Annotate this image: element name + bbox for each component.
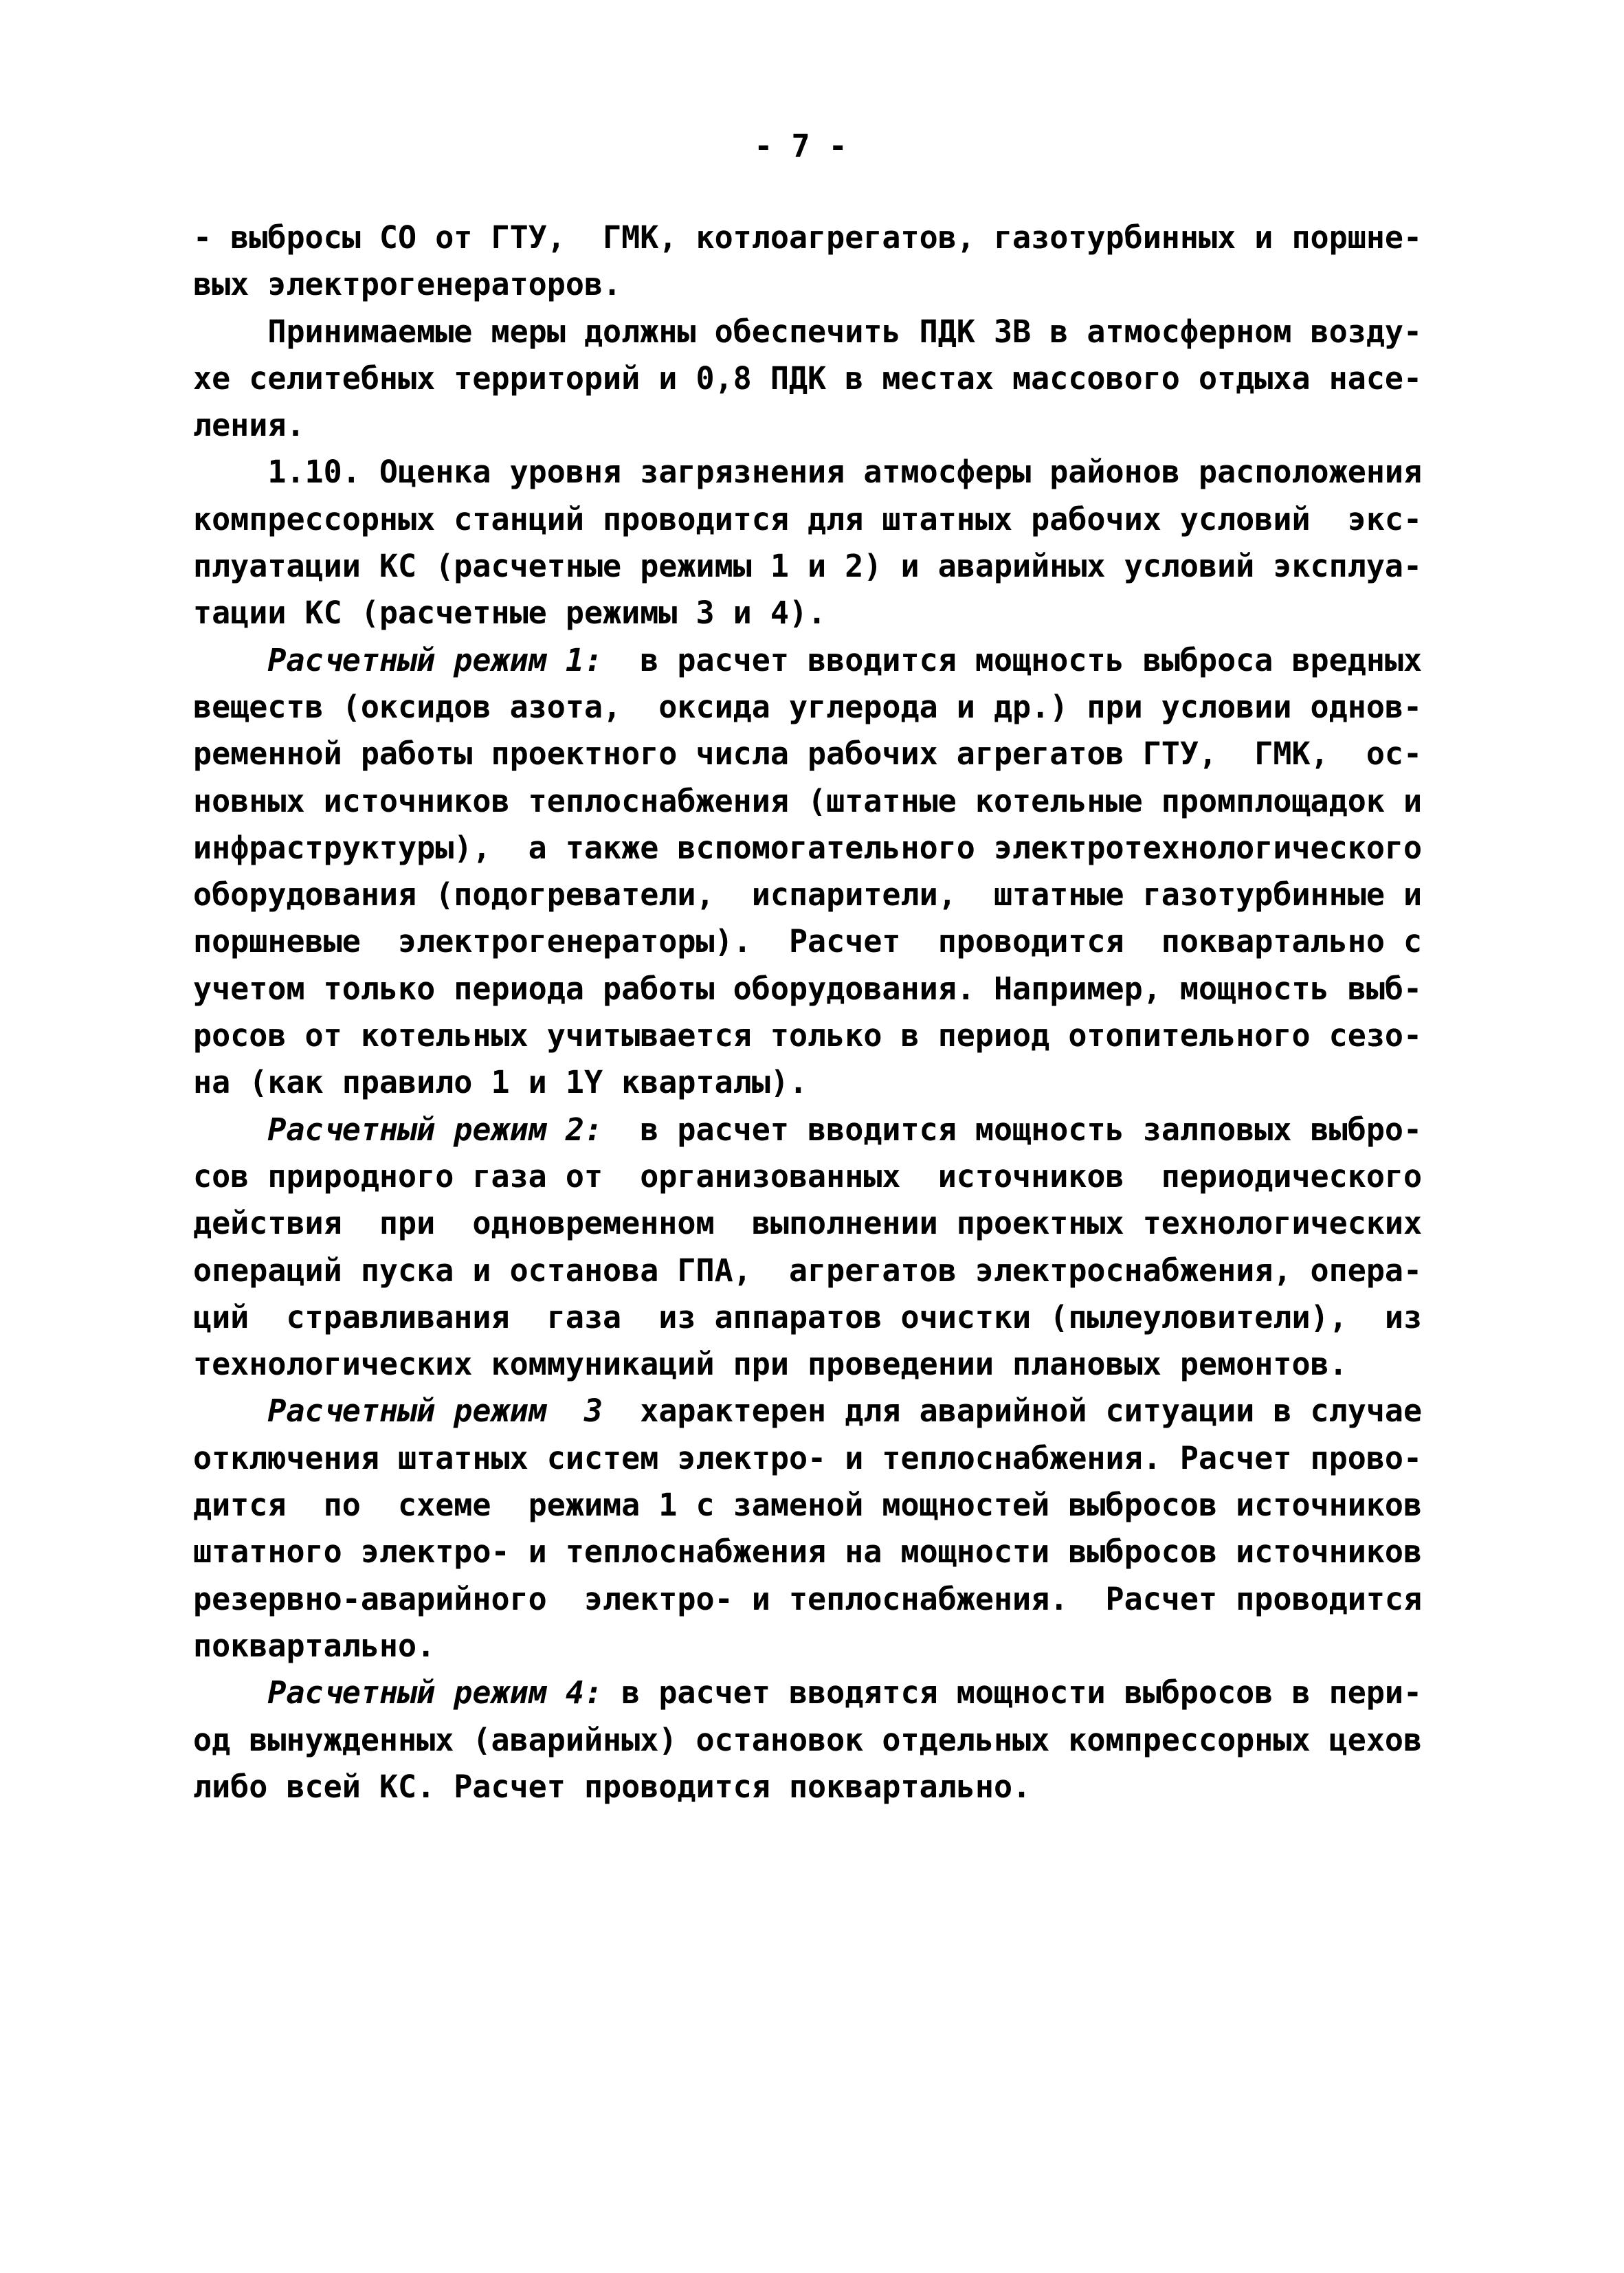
text-line: тации КС (расчетные режимы 3 и 4). bbox=[193, 595, 827, 632]
text-line: операций пуска и останова ГПА, агрегатов электроснабжения, опера- bbox=[193, 1252, 1423, 1289]
text-line: Расчетный режим 1: в расчет вводится мощность выброса вредных bbox=[267, 641, 1423, 678]
text-line: либо всей КС. Расчет проводится поквартально. bbox=[193, 1768, 1032, 1805]
text-line: резервно-аварийного электро- и теплоснабжения. Расчет проводится bbox=[193, 1580, 1423, 1617]
text-line: сов природного газа от организованных источников периодического bbox=[193, 1157, 1423, 1195]
text-line: на (как правило 1 и 1Y кварталы). bbox=[193, 1064, 808, 1101]
text-line: плуатации КС (расчетные режимы 1 и 2) и аварийных условий эксплуа- bbox=[193, 548, 1423, 585]
text-line: - выбросы СО от ГТУ, ГМК, котлоагрегатов, газотурбинных и поршне- bbox=[193, 219, 1423, 256]
emphasis-run: Расчетный режим 1: bbox=[267, 641, 603, 678]
text-line: поршневые электрогенераторы). Расчет проводится поквартально с bbox=[193, 923, 1423, 960]
text-line: новных источников теплоснабжения (штатные котельные промплощадок и bbox=[193, 782, 1423, 819]
emphasis-run: Расчетный режим 3 bbox=[267, 1393, 603, 1430]
text-line: росов от котельных учитывается только в период отопительного сезо- bbox=[193, 1017, 1423, 1054]
text-line: отключения штатных систем электро- и теплоснабжения. Расчет прово- bbox=[193, 1439, 1423, 1476]
text-line: од вынужденных (аварийных) остановок отдельных компрессорных цехов bbox=[193, 1721, 1423, 1758]
text-line: компрессорных станций проводится для штатных рабочих условий экс- bbox=[193, 500, 1423, 537]
page-number: - 7 - bbox=[754, 128, 847, 164]
text-line: ления. bbox=[193, 407, 305, 444]
text-line: 1.10. Оценка уровня загрязнения атмосферы районов расположения bbox=[267, 454, 1423, 491]
emphasis-run: Расчетный режим 4: bbox=[267, 1674, 603, 1711]
text-line: оборудования (подогреватели, испарители, штатные газотурбинные и bbox=[193, 876, 1423, 913]
text-line: ций стравливания газа из аппаратов очистки (пылеуловители), из bbox=[193, 1298, 1423, 1335]
text-line: инфраструктуры), а также вспомогательного электротехнологического bbox=[193, 829, 1423, 866]
text-line: веществ (оксидов азота, оксида углерода и др.) при условии однов- bbox=[193, 688, 1423, 725]
text-line: хе селитебных территорий и 0,8 ПДК в местах массового отдыха насе- bbox=[193, 359, 1423, 397]
text-line: штатного электро- и теплоснабжения на мощности выбросов источников bbox=[193, 1533, 1423, 1571]
text-line: Расчетный режим 4: в расчет вводятся мощности выбросов в пери- bbox=[267, 1674, 1423, 1711]
text-line: технологических коммуникаций при проведении плановых ремонтов. bbox=[193, 1346, 1348, 1383]
document-text-block bbox=[193, 214, 1471, 1810]
text-line: действия при одновременном выполнении проектных технологических bbox=[193, 1205, 1423, 1242]
text-line: ременной работы проектного числа рабочих агрегатов ГТУ, ГМК, ос- bbox=[193, 735, 1423, 773]
text-line: вых электрогенераторов. bbox=[193, 266, 622, 303]
text-line: Расчетный режим 3 характерен для аварийной ситуации в случае bbox=[267, 1393, 1423, 1430]
text-line: Принимаемые меры должны обеспечить ПДК ЗВ в атмосферном возду- bbox=[267, 313, 1423, 350]
text-line: поквартально. bbox=[193, 1627, 436, 1664]
text-line: Расчетный режим 2: в расчет вводится мощность залповых выбро- bbox=[267, 1111, 1423, 1148]
text-line: дится по схеме режима 1 с заменой мощностей выбросов источников bbox=[193, 1487, 1423, 1524]
emphasis-run: Расчетный режим 2: bbox=[267, 1111, 603, 1148]
text-line: учетом только периода работы оборудования. Например, мощность выб- bbox=[193, 970, 1423, 1007]
